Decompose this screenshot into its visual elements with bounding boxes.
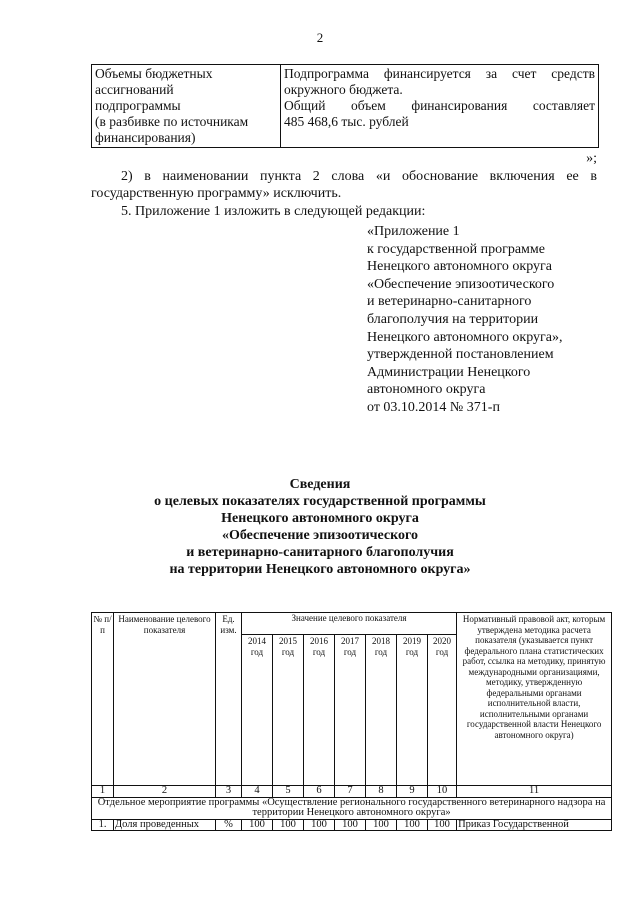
heading-line: о целевых показателях государственной программы (154, 494, 486, 509)
header-indicator-name: Наименование целевого показателя (114, 613, 216, 786)
header-unit: Ед. изм. (216, 613, 242, 786)
budget-label-line: (в разбивке по источникам (95, 114, 249, 129)
row-value: 100 (273, 819, 304, 831)
approval-line: Администрации Ненецкого (367, 364, 531, 380)
closing-quote: »; (586, 151, 597, 166)
column-number: 3 (216, 786, 242, 798)
header-year: 2018 год (366, 635, 397, 786)
column-number: 6 (304, 786, 335, 798)
heading-line: Ненецкого автономного округа (221, 511, 419, 526)
budget-label-line: финансирования) (95, 130, 196, 145)
budget-label-line: подпрограммы (95, 98, 181, 113)
row-unit: % (216, 819, 242, 831)
row-value: 100 (397, 819, 428, 831)
heading-line: Сведения (289, 477, 351, 492)
heading-line: и ветеринарно-санитарного благополучия (186, 545, 454, 560)
row-value: 100 (304, 819, 335, 831)
approval-line: утвержденной постановлением (367, 347, 554, 363)
budget-value-line: Подпрограмма финансируется за счет средств (284, 66, 595, 81)
column-number: 5 (273, 786, 304, 798)
approval-line: Ненецкого автономного округа», (367, 329, 563, 345)
column-number: 1 (92, 786, 114, 798)
section-title-row: Отдельное мероприятие программы «Осуществление регионального государственного ветеринарного надзора на территории Ненецкого автономного округа» (92, 797, 612, 819)
amendment-paragraph-5: 5. Приложение 1 изложить в следующей редакции: (121, 204, 426, 219)
budget-total-amount: 485 468,6 тыс. рублей (284, 114, 409, 129)
target-indicators-table (91, 612, 612, 831)
budget-label-cell (92, 65, 281, 148)
header-year: 2020 год (428, 635, 457, 786)
header-year: 2019 год (397, 635, 428, 786)
header-year: 2015 год (273, 635, 304, 786)
row-value: 100 (428, 819, 457, 831)
column-number: 2 (114, 786, 216, 798)
header-target-values: Значение целевого показателя (242, 613, 457, 635)
approval-line: автономного округа (367, 382, 486, 398)
appendix-approval-block (367, 223, 607, 417)
row-value: 100 (335, 819, 366, 831)
budget-label-line: ассигнований (95, 82, 174, 97)
row-legal-act: Приказ Государственной (457, 819, 612, 831)
column-number: 4 (242, 786, 273, 798)
budget-value-line: Общий объем финансирования составляет (284, 98, 595, 113)
row-value: 100 (242, 819, 273, 831)
budget-label-line: Объемы бюджетных (95, 66, 213, 81)
header-legal-act: Нормативный правовой акт, которым утверждена методика расчета показателя (указывается пункт федерального плана статистических работ, ссылка на методику, принятую международными организациями, методику, утвержденную федеральными органами исполнительной власти, исполнительными органами государственной власти Ненецкого автономного округа) (457, 613, 612, 786)
heading-line: на территории Ненецкого автономного округа» (169, 562, 471, 577)
approval-line: благополучия на территории (367, 311, 539, 327)
amendment-paragraph-2: 2) в наименовании пункта 2 слова «и обоснование включения ее в государственную программу» исключить. (91, 169, 597, 201)
approval-line: к государственной программе (367, 241, 545, 257)
column-number: 7 (335, 786, 366, 798)
budget-allocation-table (91, 64, 599, 148)
approval-line: от 03.10.2014 № 371-п (367, 399, 500, 415)
column-number: 8 (366, 786, 397, 798)
header-year: 2014 год (242, 635, 273, 786)
header-year: 2016 год (304, 635, 335, 786)
header-year: 2017 год (335, 635, 366, 786)
approval-line: Ненецкого автономного округа (367, 259, 552, 275)
approval-line: и ветеринарно-санитарного (367, 294, 532, 310)
column-number: 11 (457, 786, 612, 798)
budget-value-line: окружного бюджета. (284, 82, 403, 97)
heading-line: «Обеспечение эпизоотического (221, 528, 419, 543)
approval-line: «Обеспечение эпизоотического (367, 276, 555, 292)
page-number: 2 (316, 30, 324, 45)
document-heading (0, 476, 640, 578)
header-number: № п/п (92, 613, 114, 786)
row-number: 1. (92, 819, 114, 831)
row-indicator-name: Доля проведенных (114, 819, 216, 831)
approval-line: «Приложение 1 (367, 224, 460, 239)
row-value: 100 (366, 819, 397, 831)
column-number: 9 (397, 786, 428, 798)
column-number: 10 (428, 786, 457, 798)
budget-value-cell (281, 65, 599, 148)
